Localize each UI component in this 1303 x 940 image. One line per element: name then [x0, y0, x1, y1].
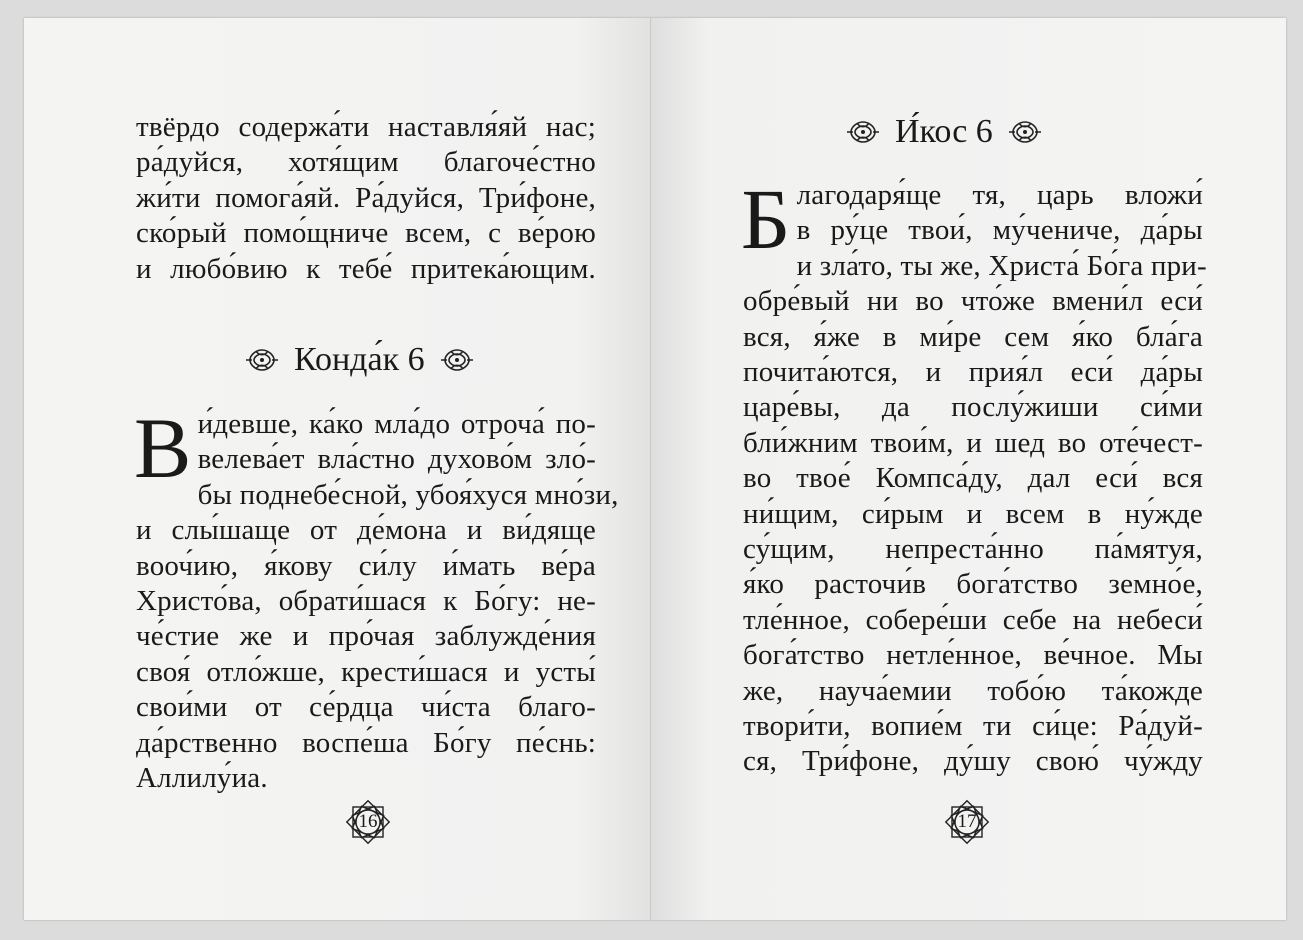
text-line: твёрдо содержа́ти наставля́яй нас;	[136, 111, 596, 143]
text-line: Христо́ва, обрати́шася к Бо́гу: не-	[136, 585, 596, 618]
text-line: бога́тство нетле́нное, ве́чное. Мы	[743, 639, 1203, 672]
text-line: же, науча́емии тобо́ю та́кожде	[743, 674, 1203, 707]
kondak-title: Конда́к 6	[294, 341, 425, 378]
ikos-heading	[845, 112, 1043, 152]
text-line: своя́ отло́жше, крести́шася и усты́	[136, 655, 596, 688]
text-line: во твое́ Компса́ду, дал еси́ вся	[743, 462, 1203, 495]
text-line: да́рственно воспе́ша Бо́гу пе́снь:	[136, 726, 596, 759]
heading-ornament-icon	[244, 347, 280, 373]
text-line: вооч́ию, я́кову си́лу и́мать ве́ра	[136, 549, 596, 582]
text-line: и зла́то, ты же, Христа́ Бо́га при-	[796, 249, 1207, 282]
text-line: бли́жним твои́м, и шед во оте́чест-	[743, 426, 1203, 459]
text-line: я́ко расточи́в бога́тство земно́е,	[743, 568, 1203, 601]
kondak-body	[134, 400, 619, 796]
text-line: в ру́це твои́, му́чениче, да́ры	[796, 214, 1203, 247]
text-line: и слы́шаще от де́мона и ви́дяще	[136, 514, 596, 547]
text-line: ся, Три́фоне, ду́шу свою́ чу́жду	[743, 745, 1203, 778]
text-line: почита́ются, и прия́л еси́ да́ры	[743, 356, 1203, 389]
page-number-right	[941, 796, 993, 848]
text-line: Аллилу́иа.	[136, 762, 268, 795]
text-line: ра́дуйся, хотя́щим благоче́стно	[136, 146, 596, 179]
right-page	[651, 18, 1286, 920]
text-line: лагодаря́ще тя, царь вложи́	[796, 179, 1203, 211]
ikos-body	[741, 171, 1207, 780]
text-line: су́щим, непреста́нно па́мятуя,	[743, 533, 1203, 566]
left-top-paragraph	[136, 110, 596, 287]
left-page	[24, 18, 651, 920]
heading-ornament-icon	[845, 119, 881, 145]
text-line: жи́ти помога́яй. Ра́дуйся, Три́фоне,	[136, 181, 596, 214]
heading-ornament-icon	[439, 347, 475, 373]
ikos-title: И́кос 6	[895, 113, 993, 150]
dropcap-letter: Б	[741, 171, 791, 267]
text-line: обре́вый ни во что́же вмени́л еси́	[743, 285, 1203, 318]
text-line: бы поднебе́сной, убоя́хуся мно́зи,	[197, 478, 619, 511]
text-line: и́девше, ка́ко мла́до отроча́ по-	[197, 408, 596, 440]
text-line: вся, я́же в ми́ре сем я́ко бла́га	[743, 320, 1203, 353]
text-line: и любо́вию к тебе́ притека́ющим.	[136, 252, 596, 285]
text-line: ско́рый помо́щниче всем, с ве́рою	[136, 217, 596, 250]
text-line: твори́ти, вопие́м ти си́це: Ра́дуй-	[743, 710, 1203, 743]
page-number-left	[342, 796, 394, 848]
heading-ornament-icon	[1007, 119, 1043, 145]
text-line: царе́вы, да послу́жиши си́ми	[743, 391, 1203, 424]
text-line: ни́щим, си́рым и всем в ну́жде	[743, 497, 1203, 530]
text-line: свои́ми от се́рдца чи́ста благо-	[136, 691, 596, 724]
text-line: че́стие же и про́чая заблужде́ния	[136, 620, 596, 653]
dropcap-letter: В	[134, 400, 192, 496]
page-number-text: 16	[358, 811, 378, 832]
book-spread	[24, 18, 1286, 920]
kondak-heading	[244, 340, 475, 380]
text-line: тле́нное, собере́ши себе на небеси́	[743, 603, 1203, 636]
page-number-text: 17	[957, 811, 977, 832]
text-line: велева́ет вла́стно духово́м зло́-	[197, 443, 596, 476]
